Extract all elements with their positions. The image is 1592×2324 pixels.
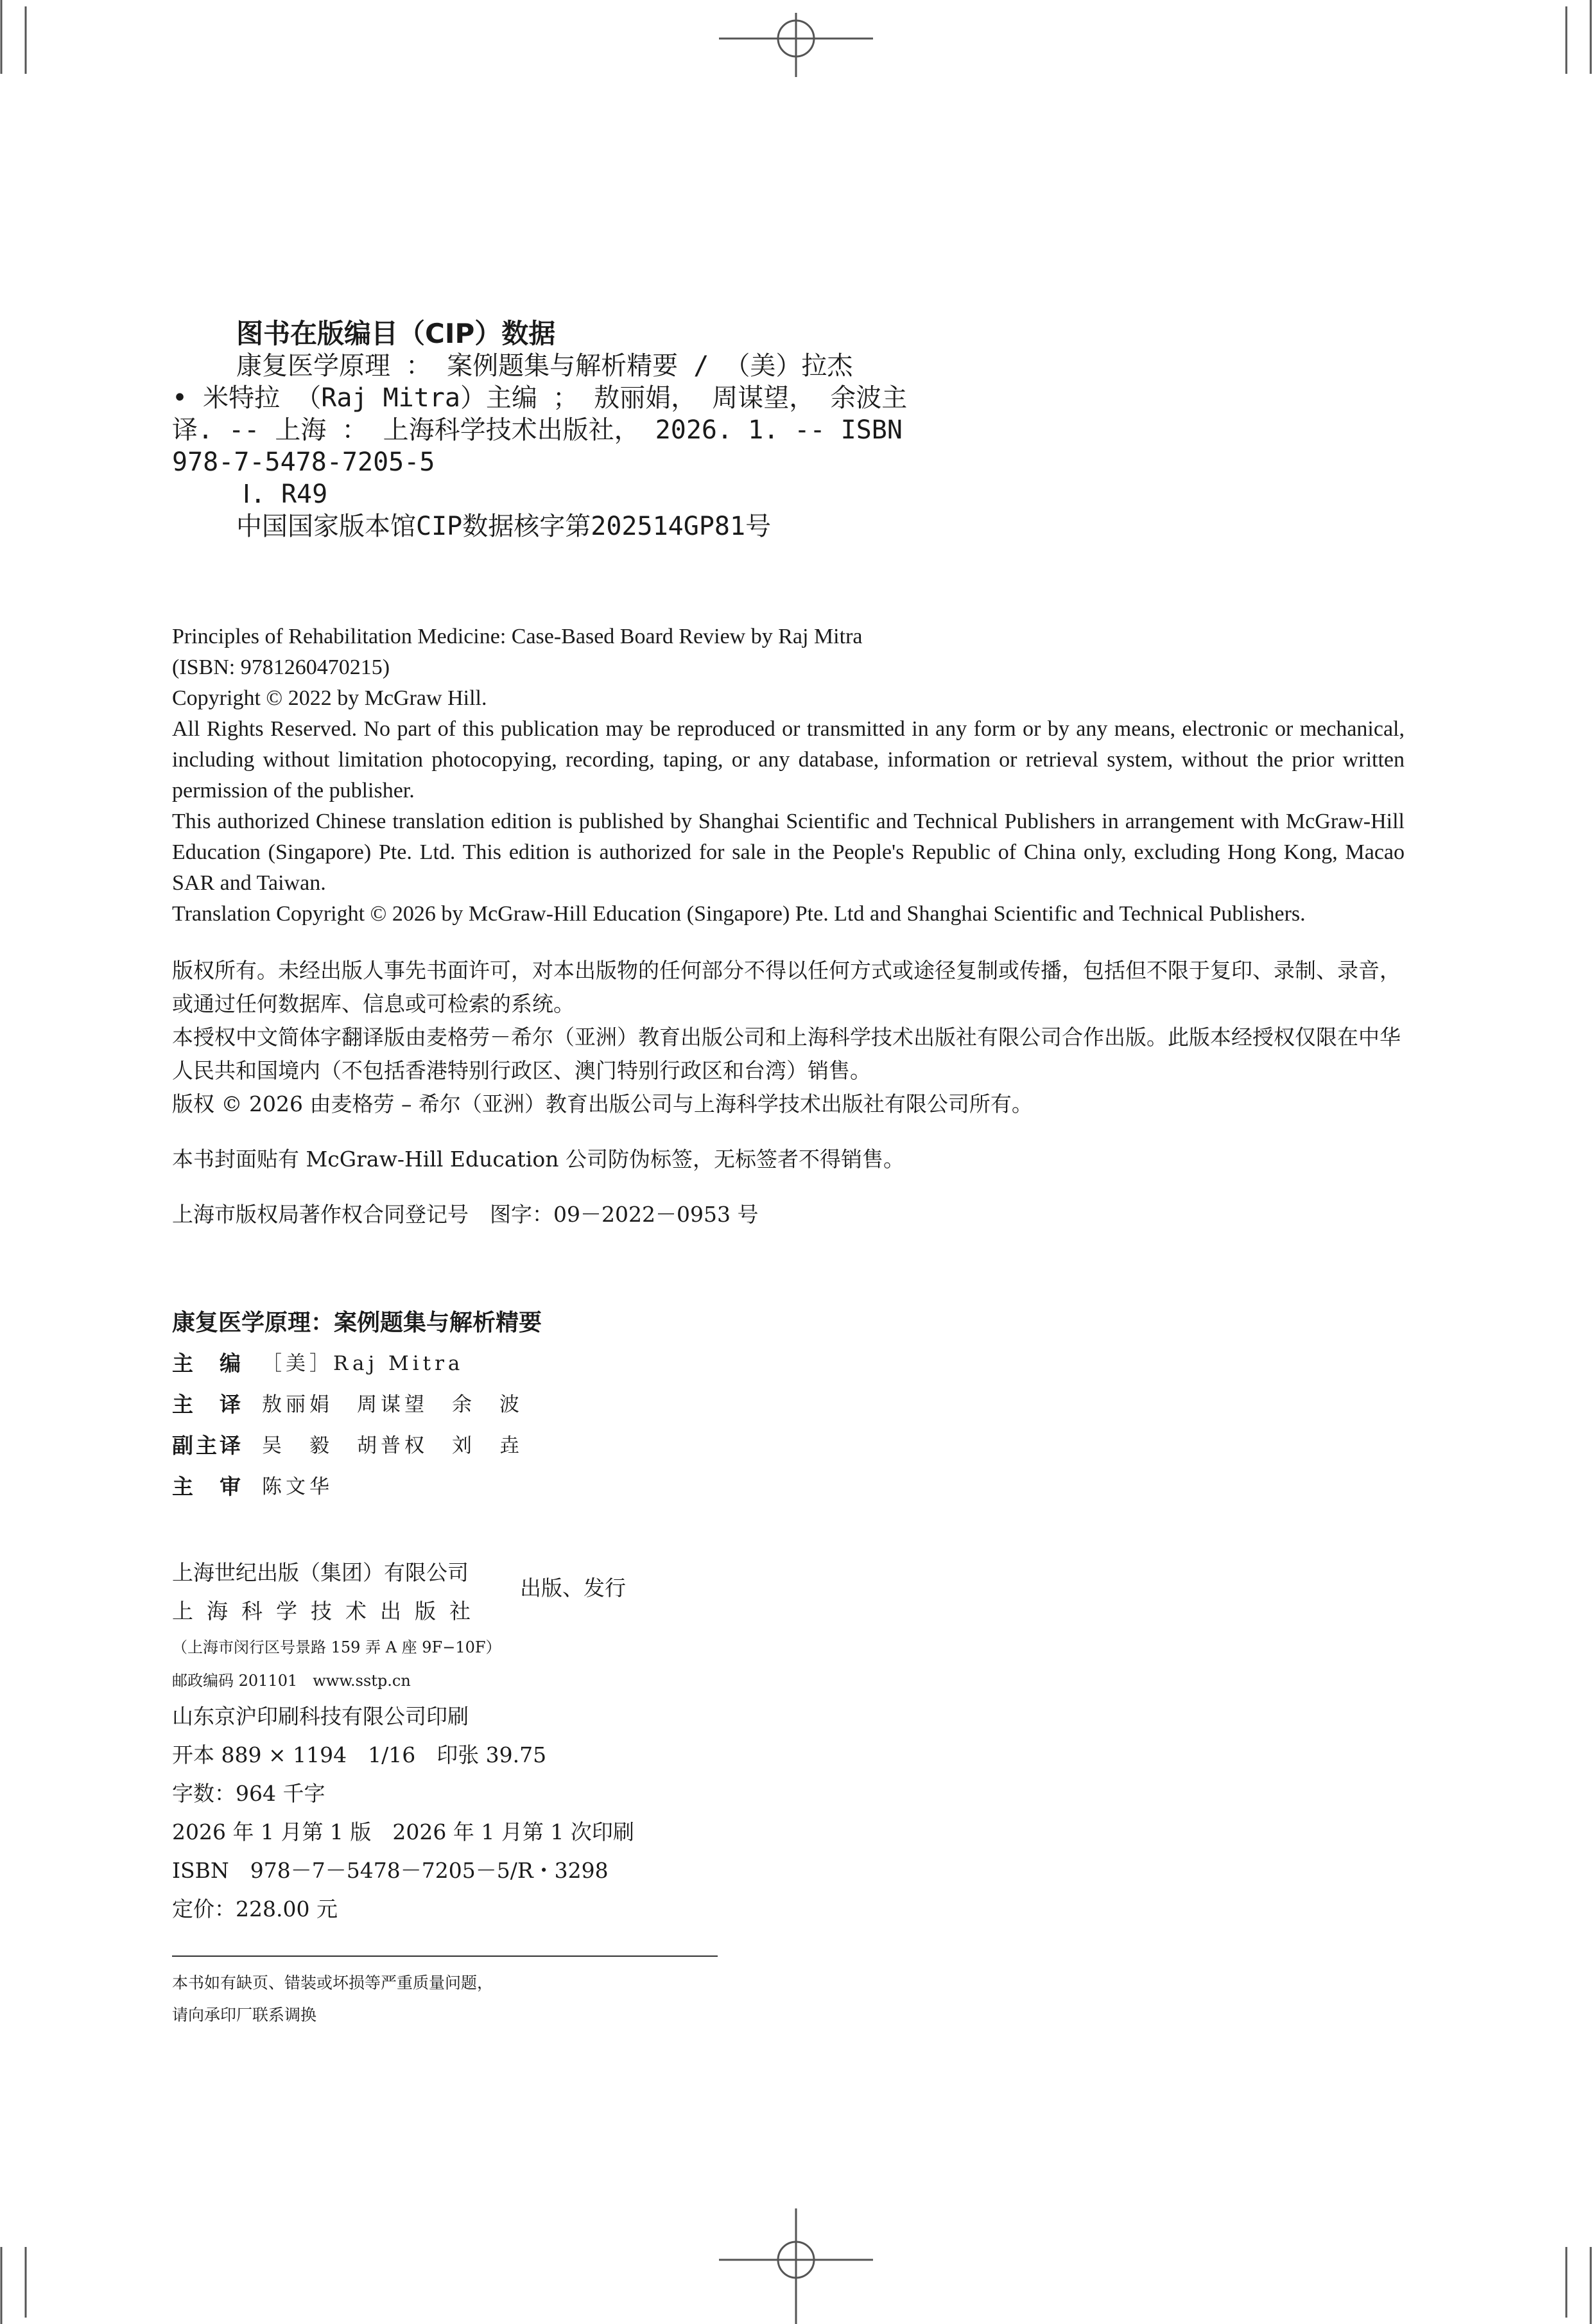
credit-row bbox=[172, 1343, 523, 1384]
price: 定价：228.00 元 bbox=[172, 1896, 338, 1921]
credit-names: 吴 毅 胡普权 刘 垚 bbox=[262, 1434, 523, 1457]
publisher-address: （上海市闵行区号景路 159 弄 A 座 9F−10F） bbox=[172, 1638, 501, 1656]
cip-block bbox=[172, 318, 1007, 542]
cip-line: Ⅰ. R49 bbox=[243, 480, 328, 509]
english-paragraph: Principles of Rehabilitation Medicine: Case-Based Board Review by Raj Mitra bbox=[172, 625, 863, 648]
word-count: 字数：964 千字 bbox=[172, 1781, 325, 1806]
credit-role: 主 审 bbox=[172, 1474, 243, 1499]
publisher-press: 上海科学技术出版社 bbox=[172, 1599, 484, 1624]
credit-row bbox=[172, 1384, 523, 1425]
contract-registration: 上海市版权局著作权合同登记号 图字：09－2022－0953 号 bbox=[172, 1202, 759, 1227]
anti-counterfeit-note: 本书封面贴有 McGraw-Hill Education 公司防伪标签，无标签者不得销售。 bbox=[172, 1147, 904, 1172]
cip-line: 中国国家版本馆CIP数据核字第202514GP81号 bbox=[236, 512, 772, 541]
footnote-line: 本书如有缺页、错装或坏损等严重质量问题， bbox=[172, 1973, 494, 1992]
chinese-copyright bbox=[172, 954, 1405, 1231]
cip-line: 译. -- 上海 ： 上海科学技术出版社， 2026. 1. -- ISBN bbox=[172, 415, 903, 445]
credit-names: 敖丽娟 周谋望 余 波 bbox=[262, 1393, 523, 1416]
credit-role: 主 编 bbox=[172, 1351, 243, 1376]
book-title: 康复医学原理：案例题集与解析精要 bbox=[172, 1310, 542, 1336]
printer: 山东京沪印刷科技有限公司印刷 bbox=[172, 1704, 469, 1729]
english-paragraph: Translation Copyright © 2026 by McGraw-Hill Education (Singapore) Pte. Ltd and Shanghai Scientific and Technical Publishers. bbox=[172, 902, 1306, 926]
crop-mark-top-left bbox=[0, 0, 39, 83]
isbn: ISBN 978－7－5478－7205－5/R・3298 bbox=[172, 1858, 609, 1883]
credit-names: ［美］Raj Mitra bbox=[262, 1352, 464, 1375]
english-paragraph: This authorized Chinese translation edition is published by Shanghai Scientific and Technical Publishers in arrangement with McGraw-Hill Education (Singapore) Pte. Ltd. This edition is authorized for sale in the People's Republic of China only, excluding Hong Kong, Macao SAR and Taiwan. bbox=[172, 810, 1405, 895]
english-paragraph: (ISBN: 9781260470215) bbox=[172, 655, 390, 679]
crop-mark-bottom-left bbox=[0, 2241, 39, 2324]
registration-mark-bottom bbox=[719, 2208, 873, 2324]
credit-names: 陈文华 bbox=[262, 1475, 333, 1498]
crop-mark-bottom-right bbox=[1553, 2241, 1592, 2324]
cip-line: 康复医学原理 ： 案例题集与解析精要 / （美）拉杰 bbox=[236, 351, 853, 381]
crop-mark-top-right bbox=[1553, 0, 1592, 83]
cip-line: 978-7-5478-7205-5 bbox=[172, 447, 435, 477]
publisher-postcode: 邮政编码 201101 www.sstp.cn bbox=[172, 1672, 411, 1690]
cip-title: 图书在版编目（CIP）数据 bbox=[236, 318, 556, 349]
footnote-line: 请向承印厂联系调换 bbox=[172, 2006, 317, 2024]
chinese-paragraph: 本授权中文简体字翻译版由麦格劳－希尔（亚洲）教育出版公司和上海科学技术出版社有限公司合作出版。此版本经授权仅限在中华人民共和国境内（不包括香港特别行政区、澳门特别行政区和台湾）销售。 bbox=[172, 1025, 1401, 1083]
credit-row bbox=[172, 1466, 523, 1507]
format: 开本 889 × 1194 1/16 印张 39.75 bbox=[172, 1742, 547, 1767]
credit-role: 主 译 bbox=[172, 1392, 243, 1417]
divider bbox=[172, 1955, 718, 1957]
credits bbox=[172, 1343, 523, 1507]
publisher-side-label: 出版、发行 bbox=[520, 1575, 626, 1600]
publisher-block bbox=[172, 1554, 634, 1929]
credit-row bbox=[172, 1425, 523, 1466]
footnote bbox=[172, 1967, 493, 2031]
english-paragraph: All Rights Reserved. No part of this publication may be reproduced or transmitted in any form or by any means, electronic or mechanical, including without limitation photocopying, recording, taping, or any database, information or retrieval system, without the prior written permission of the publisher. bbox=[172, 717, 1405, 802]
publisher-group: 上海世纪出版（集团）有限公司 bbox=[172, 1560, 469, 1585]
credit-role: 副主译 bbox=[172, 1433, 243, 1458]
chinese-paragraph: 版权 © 2026 由麦格劳 – 希尔（亚洲）教育出版公司与上海科学技术出版社有限公司所有。 bbox=[172, 1091, 1033, 1116]
english-copyright bbox=[172, 621, 1405, 930]
chinese-paragraph: 版权所有。未经出版人事先书面许可，对本出版物的任何部分不得以任何方式或途径复制或传播，包括但不限于复印、录制、录音，或通过任何数据库、信息或可检索的系统。 bbox=[172, 958, 1401, 1016]
registration-mark-top bbox=[719, 13, 873, 77]
edition: 2026 年 1 月第 1 版 2026 年 1 月第 1 次印刷 bbox=[172, 1819, 634, 1844]
cip-line: • 米特拉 （Raj Mitra）主编 ； 敖丽娟， 周谋望， 余波主 bbox=[172, 383, 908, 413]
english-paragraph: Copyright © 2022 by McGraw Hill. bbox=[172, 686, 487, 710]
